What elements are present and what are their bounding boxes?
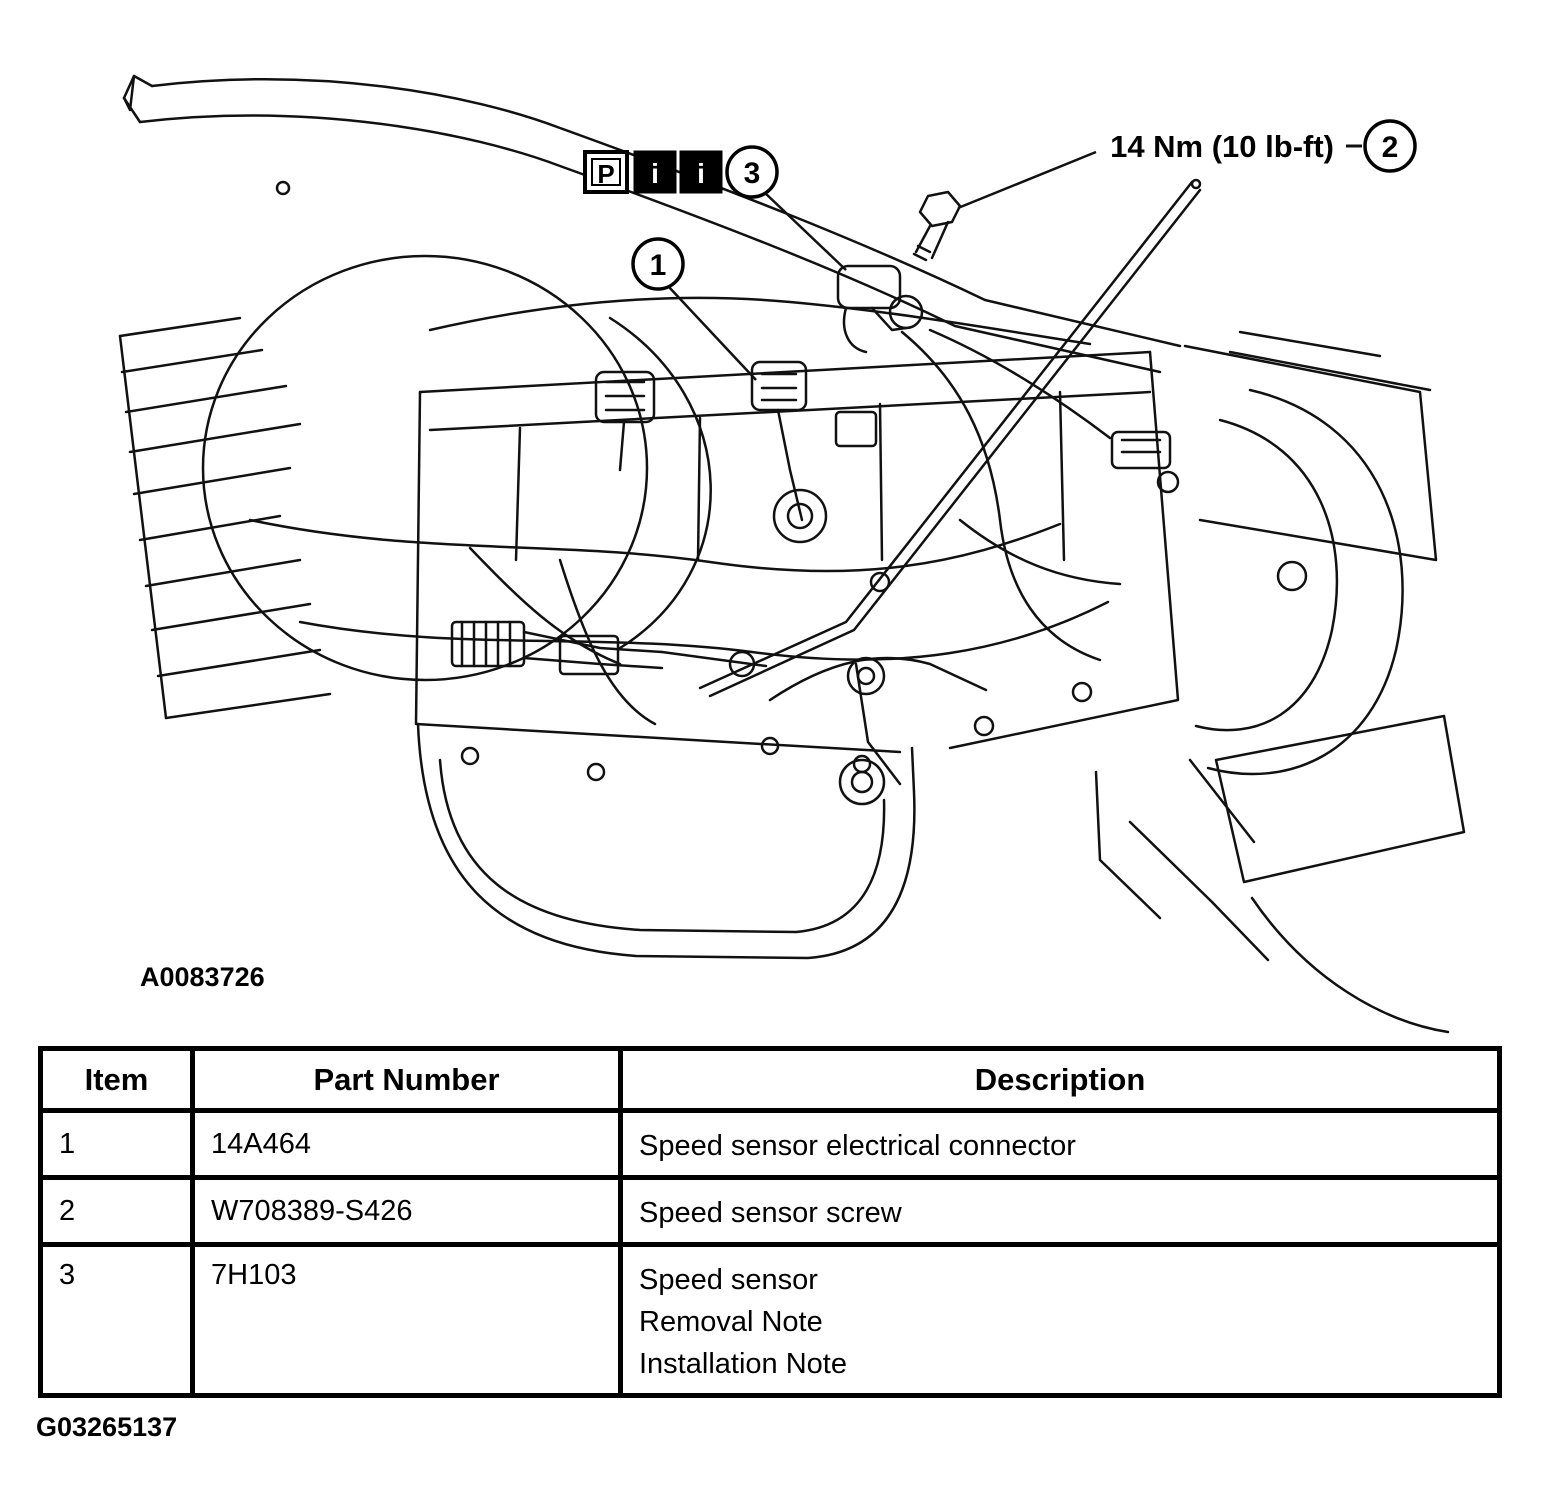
- table-row: [41, 1111, 1500, 1178]
- part-number-cell: 14A464: [193, 1111, 621, 1178]
- callout-3: [727, 147, 777, 197]
- info-box-icon-1: [635, 152, 675, 192]
- table-row: [41, 1245, 1500, 1396]
- p-box-icon: [585, 152, 627, 192]
- description-line: Speed sensor electrical connector: [639, 1130, 1076, 1162]
- item-cell: 3: [41, 1245, 193, 1396]
- description-line: Speed sensor screw: [639, 1197, 902, 1229]
- description-line: Installation Note: [639, 1348, 847, 1380]
- callout-1-leader: [668, 286, 756, 380]
- callout-1: [633, 239, 683, 289]
- p-box-icon-letter: P: [597, 159, 615, 189]
- column-header-part-number: Part Number: [193, 1049, 621, 1111]
- item-cell: 1: [41, 1111, 193, 1178]
- info-box-icon-2-letter: i: [697, 158, 705, 189]
- table-header-row: [41, 1049, 1500, 1111]
- document-id: G03265137: [36, 1412, 178, 1442]
- torque-leader: [958, 152, 1096, 208]
- torque-label: 14 Nm (10 lb-ft): [1110, 129, 1334, 164]
- item-cell: 2: [41, 1178, 193, 1245]
- table-row: [41, 1178, 1500, 1245]
- callout-1-label: 1: [649, 249, 667, 282]
- callout-2: [1365, 121, 1415, 171]
- callout-2-label: 2: [1381, 131, 1399, 164]
- description-cell: [621, 1111, 1500, 1178]
- column-header-item: Item: [41, 1049, 193, 1111]
- description-line: Removal Note: [639, 1306, 823, 1338]
- part-number-cell: W708389-S426: [193, 1178, 621, 1245]
- description-cell: [621, 1245, 1500, 1396]
- description-cell: [621, 1178, 1500, 1245]
- info-box-icon-2: [681, 152, 721, 192]
- column-header-description: Description: [621, 1049, 1500, 1111]
- callout-3-label: 3: [743, 157, 761, 190]
- description-line: Speed sensor: [639, 1264, 818, 1296]
- figure-id: A0083726: [140, 962, 265, 992]
- parts-table: [38, 1046, 1502, 1398]
- info-box-icon-1-letter: i: [651, 158, 659, 189]
- part-number-cell: 7H103: [193, 1245, 621, 1396]
